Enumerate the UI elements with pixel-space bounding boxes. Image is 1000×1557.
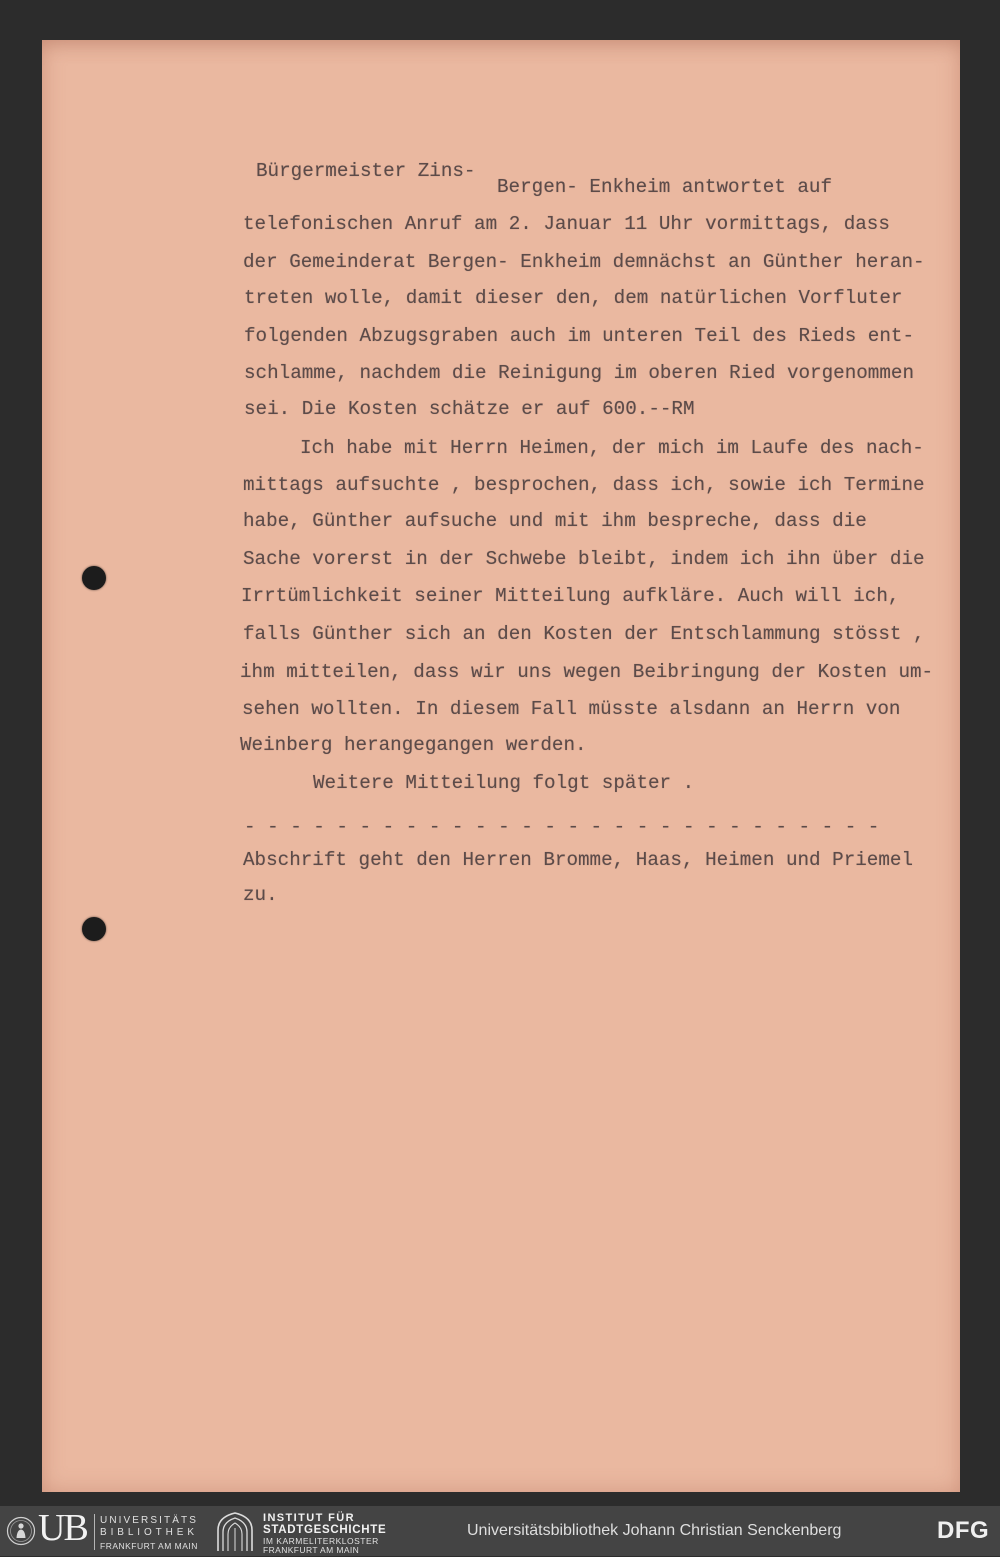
paragraph-1-line: der Gemeinderat Bergen- Enkheim demnächst an Günther heran-: [243, 251, 925, 273]
paragraph-2-line: ihm mitteilen, dass wir uns wegen Beibringung der Kosten um-: [240, 661, 934, 683]
distribution-line-2: zu.: [243, 884, 278, 906]
paragraph-1-line: treten wolle, damit dieser den, dem natürlichen Vorfluter: [244, 287, 903, 309]
paragraph-2-line: Weinberg herangegangen werden.: [240, 734, 587, 756]
paragraph-2-line: falls Günther sich an den Kosten der Entschlammung stösst ,: [243, 623, 925, 645]
paragraph-1-line: sei. Die Kosten schätze er auf 600.--RM: [244, 398, 695, 420]
paragraph-1-line: folgenden Abzugsgraben auch im unteren Teil des Rieds ent-: [244, 325, 915, 347]
paragraph-1-line: schlamme, nachdem die Reinigung im oberen Ried vorgenommen: [244, 362, 915, 384]
footer-banner: [0, 1506, 1000, 1556]
isg-logo-line-2: STADTGESCHICHTE: [263, 1524, 387, 1536]
logo-divider: [94, 1514, 95, 1550]
paragraph-1-line: telefonischen Anruf am 2. Januar 11 Uhr vormittags, dass: [243, 213, 890, 235]
ub-logo-line-3: FRANKFURT AM MAIN: [100, 1541, 198, 1551]
ub-logo-line-1: UNIVERSITÄTS: [100, 1515, 198, 1526]
punch-hole: [82, 566, 106, 590]
seal-icon: [6, 1516, 36, 1546]
paragraph-2-line: mittags aufsuchte , besprochen, dass ich, sowie ich Termine: [243, 474, 925, 496]
paragraph-2-line: Irrtümlichkeit seiner Mitteilung aufkläre. Auch will ich,: [241, 585, 900, 607]
isg-logo-line-4: FRANKFURT AM MAIN: [263, 1545, 360, 1555]
ub-logo-mark: UB: [38, 1507, 87, 1549]
opening-line-1: Bürgermeister Zins-: [256, 160, 476, 182]
ub-logo-line-2: BIBLIOTHEK: [100, 1527, 198, 1538]
paragraph-2-line: habe, Günther aufsuche und mit ihm bespreche, dass die: [243, 510, 867, 532]
arch-icon: [215, 1512, 255, 1552]
document-page: [42, 40, 960, 1492]
distribution-line-1: Abschrift geht den Herren Bromme, Haas, Heimen und Priemel: [243, 849, 914, 871]
closing-line: Weitere Mitteilung folgt später .: [313, 772, 695, 794]
paragraph-2-line: Sache vorerst in der Schwebe bleibt, indem ich ihn über die: [243, 548, 925, 570]
punch-hole: [82, 917, 106, 941]
dfg-logo: DFG: [937, 1517, 990, 1544]
library-name: Universitätsbibliothek Johann Christian Senckenberg: [467, 1522, 842, 1539]
separator-line: - - - - - - - - - - - - - - - - - - - - - - - - - - - -: [244, 816, 880, 838]
paragraph-2-line: sehen wollten. In diesem Fall müsste alsdann an Herrn von: [242, 698, 901, 720]
isg-logo-line-1: INSTITUT FÜR: [263, 1512, 355, 1524]
isg-logo-line-3: IM KARMELITERKLOSTER: [263, 1536, 379, 1546]
paragraph-2-line: Ich habe mit Herrn Heimen, der mich im Laufe des nach-: [300, 437, 924, 459]
opening-line-2: Bergen- Enkheim antwortet auf: [497, 176, 833, 198]
